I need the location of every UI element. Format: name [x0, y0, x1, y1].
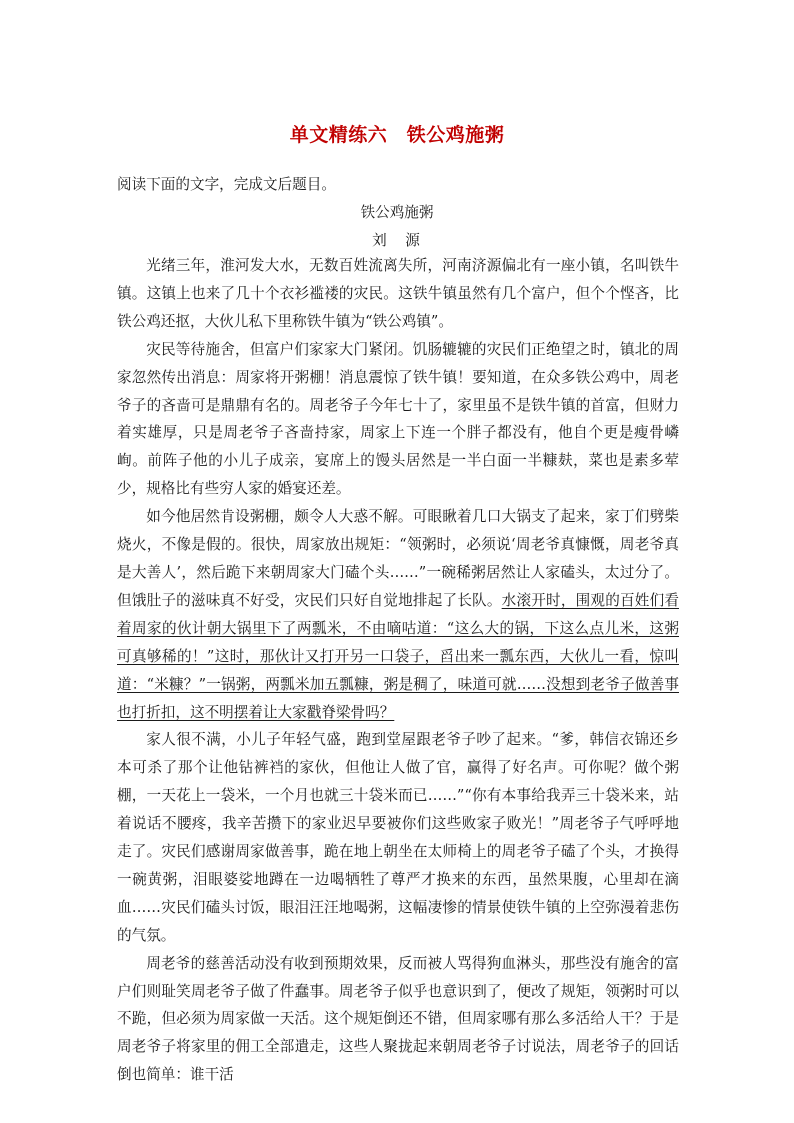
underlined-passage: 水滚开时，围观的百姓们看着周家的伙计朝大锅里下了两瓢米，不由嘀咕道：“这么大的锅，下这么点儿米，这粥可真够稀的！”这时，那伙计又打开另一口袋子，舀出来一瓢东西，大伙儿一看，惊叫道：“米糠？”一锅粥，两瓢米加五瓢糠，粥是稠了，味道可就……没想到老爷子做善事也打折扣，这不明摆着让大家戳脊梁骨吗？ — [117, 591, 679, 721]
instruction-text: 阅读下面的文字，完成文后题目。 — [117, 176, 336, 193]
paragraph-5: 周老爷的慈善活动没有收到预期效果，反而被人骂得狗血淋头，那些没有施舍的富户们则耻笑周老爷子做了件蠢事。周老爷子似乎也意识到了，便改了规矩，领粥时可以不跪，但必须为周家做一天活。这个规矩倒还不错，但周家哪有那么多活给人干？于是周老爷子将家里的佣工全部遣走，这些人聚拢起来朝周老爷子讨说法，周老爷子的回话倒也简单：谁干活 — [117, 954, 679, 1084]
paragraph-4: 家人很不满，小儿子年轻气盛，跑到堂屋跟老爷子吵了起来。“爹，韩信衣锦还乡本可杀了那个让他钻裤裆的家伙，但他让人做了官，赢得了好名声。可你呢？做个粥棚，一天花上一袋米，一个月也就三十袋米而已……”“你有本事给我弄三十袋米来，站着说话不腰疼，我辛苦攒下的家业迟早要被你们这些败家子败光！”周老爷子气呼呼地走了。灾民们感谢周家做善事，跪在地上朝坐在太师椅上的周老爷子磕了个头，才换得一碗黄粥，泪眼婆娑地蹲在一边喝牺牲了尊严才换来的东西，虽然果腹，心里却在滴血……灾民们磕头讨饭，眼泪汪汪地喝粥，这幅凄惨的情景使铁牛镇的上空弥漫着悲伤的气氛。 — [117, 731, 679, 944]
page-title: 单文精练六 铁公鸡施粥 — [289, 124, 505, 146]
paragraph-1: 光绪三年，淮河发大水，无数百姓流离失所，河南济源偏北有一座小镇，名叫铁牛镇。这镇上也来了几十个衣衫褴褛的灾民。这铁牛镇虽然有几个富户，但个个悭吝，比铁公鸡还抠，大伙儿私下里称铁牛镇为“铁公鸡镇”。 — [117, 257, 679, 330]
paragraph-3: 如今他居然肯设粥棚，颇令人大惑不解。可眼瞅着几口大锅支了起来，家丁们劈柴烧火，不像是假的。很快，周家放出规矩：“领粥时，必须说‘周老爷真慷慨，周老爷真是大善人’，然后跪下来朝周家大门磕个头……”一碗稀粥居然让人家磕头，太过分了。但饿肚子的滋味真不好受，灾民们只好自觉地排起了长队。水滚开时，围观的百姓们看着周家的伙计朝大锅里下了两瓢米，不由嘀咕道：“这么大的锅，下这么点儿米，这粥可真够稀的！”这时，那伙计又打开另一口袋子，舀出来一瓢东西，大伙儿一看，惊叫道：“米糠？”一锅粥，两瓢米加五瓢糠，粥是稠了，味道可就……没想到老爷子做善事也打折扣，这不明摆着让大家戳脊梁骨吗？ — [117, 508, 679, 721]
author-name: 刘 源 — [372, 232, 422, 249]
story-title: 铁公鸡施粥 — [360, 204, 434, 221]
paragraph-2: 灾民等待施舍，但富户们家家大门紧闭。饥肠辘辘的灾民们正绝望之时，镇北的周家忽然传出消息：周家将开粥棚！消息震惊了铁牛镇！要知道，在众多铁公鸡中，周老爷子的吝啬可是鼎鼎有名的。周老爷子今年七十了，家里虽不是铁牛镇的首富，但财力着实雄厚，只是周老爷子吝啬持家，周家上下连一个胖子都没有，他自个更是瘦骨嶙峋。前阵子他的小儿子成亲，宴席上的馒头居然是一半白面一半糠麸，菜也是素多荤少，规格比有些穷人家的婚宴还差。 — [117, 340, 679, 498]
story-body — [117, 252, 679, 1089]
